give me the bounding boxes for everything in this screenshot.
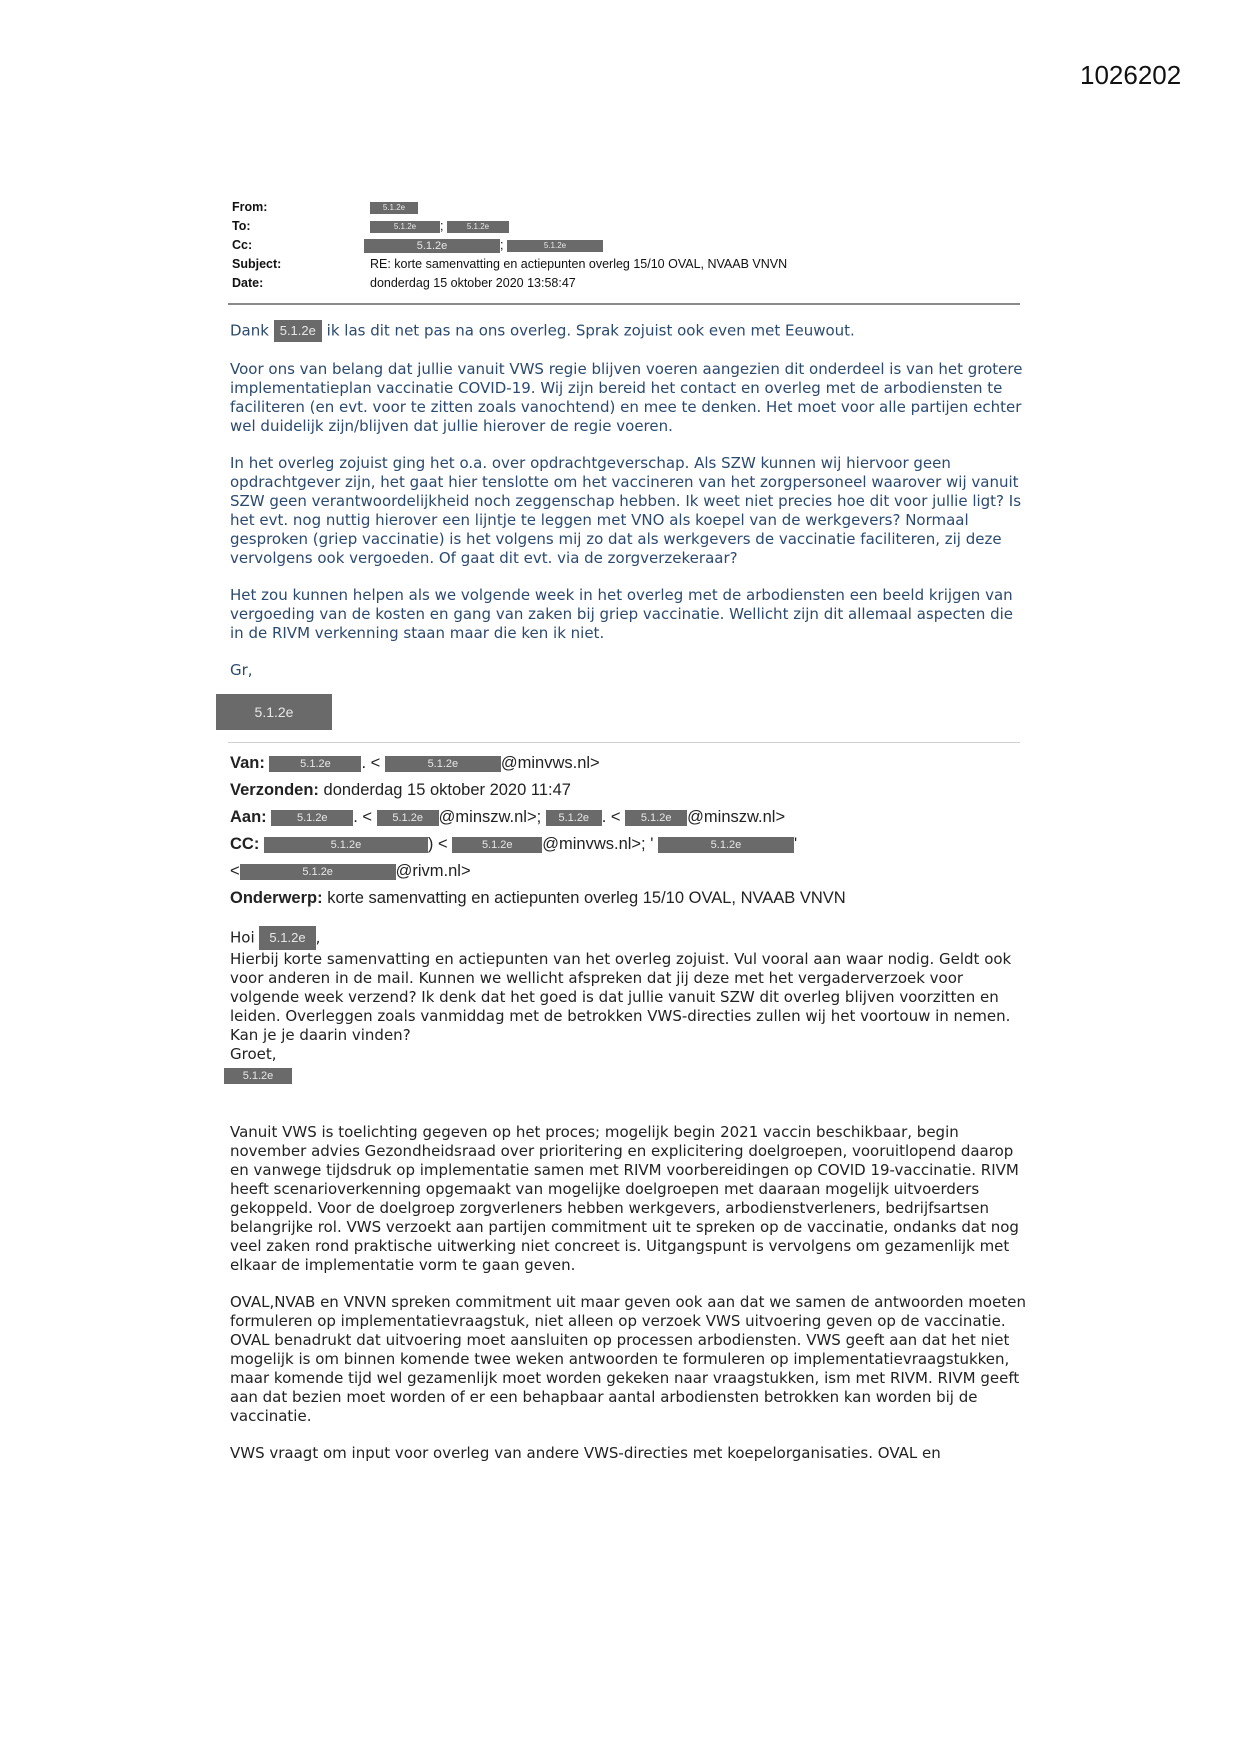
redaction-box: 5.1.2e: [447, 221, 509, 233]
subject-value: RE: korte samenvatting en actiepunten overleg 15/10 OVAL, NVAAB VNVN: [370, 257, 788, 271]
onderwerp-row: [230, 885, 1050, 912]
onderwerp-value: korte samenvatting en actiepunten overleg 15/10 OVAL, NVAAB VNVN: [327, 889, 846, 907]
cc-orig-row: [230, 831, 1050, 858]
van-label: Van:: [230, 754, 265, 772]
document-number: 1026202: [1080, 60, 1182, 90]
summary-paragraph-1: Vanuit VWS is toelichting gegeven op het proces; mogelijk begin 2021 vaccin beschikbaar, begin november advies Gezondheidsraad over prioritering en explicitering doelgroepen, vooruitlopend daarop en vanwege tijdsdruk op implementatie samen met RIVM voorbereidingen op COVID 19-vaccinatie. RIVM heeft scenarioverkenning opgemaakt van mogelijke doelgroepen met daaraan mogelijk uitvoerders gekoppeld. Voor de doelgroep zorgverleners hebben werkgevers, arbodienstverleners, bedrijfsartsen belangrijke rol. VWS verzoekt aan partijen commitment uit te spreken op de vaccinatie, ondanks dat nog veel zaken rond praktische uitwerking niet concreet is. Uitgangspunt is vervolgens om gezamenlijk met elkaar de implementatie vorm te gaan geven.: [230, 1123, 1019, 1274]
date-row: [232, 276, 1022, 295]
cc-row: [232, 238, 1022, 257]
redaction-box: 5.1.2e: [658, 837, 794, 853]
reply-paragraph-3: Het zou kunnen helpen als we volgende week in het overleg met de arbodiensten een beeld krijgen van vergoeding van de kosten en gang van zaken bij griep vaccinatie. Wellicht zijn dit allemaal aspecten die in de RIVM verkenning staan maar die ken ik niet.: [230, 586, 1014, 642]
hoi-line: [230, 926, 1030, 950]
van-separator: . <: [361, 754, 381, 772]
redaction-box: 5.1.2e: [385, 756, 501, 772]
quoted-divider: [228, 742, 1020, 743]
reply-body: [230, 320, 1030, 698]
redaction-box: 5.1.2e: [546, 810, 602, 826]
cc-orig-label: CC:: [230, 835, 260, 853]
redaction-box: 5.1.2e: [271, 810, 353, 826]
reply-greeting: [230, 320, 1030, 342]
date-value: donderdag 15 oktober 2020 13:58:47: [370, 276, 576, 290]
date-label: Date:: [232, 276, 264, 290]
aan-label: Aan:: [230, 808, 267, 826]
cc-orig-row-2: [230, 858, 1050, 885]
greeting-rest: ik las dit net pas na ons overleg. Sprak zojuist ook even met Eeuwout.: [326, 321, 855, 340]
cc-separator: ;: [500, 238, 504, 252]
redaction-box: 5.1.2e: [240, 864, 396, 880]
summary-paragraph-3: VWS vraagt om input voor overleg van andere VWS-directies met koepelorganisaties. OVAL en: [230, 1444, 941, 1462]
verzonden-label: Verzonden:: [230, 781, 319, 799]
to-label: To:: [232, 219, 251, 233]
cc-open: <: [230, 862, 240, 880]
redaction-box: 5.1.2e: [264, 837, 428, 853]
subject-row: [232, 257, 1022, 276]
cc-domain: @minvws.nl>; ': [542, 835, 654, 853]
header-divider: [228, 303, 1020, 305]
aan-domain: @minszw.nl>;: [438, 808, 542, 826]
original-intro: [230, 926, 1030, 1085]
greeting-text: Dank: [230, 321, 269, 340]
redaction-box: 5.1.2e: [269, 756, 361, 772]
from-label: From:: [232, 200, 268, 214]
redaction-box: 5.1.2e: [224, 1068, 292, 1084]
aan-row: [230, 804, 1050, 831]
summary-body: [230, 1123, 1030, 1481]
aan-domain: @minszw.nl>: [687, 808, 786, 826]
hoi-comma: ,: [315, 928, 321, 947]
redaction-box: 5.1.2e: [370, 221, 440, 233]
email-header: [232, 200, 1022, 295]
reply-closing: Gr,: [230, 661, 253, 679]
onderwerp-label: Onderwerp:: [230, 889, 323, 907]
redaction-box: 5.1.2e: [507, 240, 603, 252]
signature-redaction: 5.1.2e: [216, 694, 332, 730]
redaction-box: 5.1.2e: [452, 837, 542, 853]
reply-paragraph-2: In het overleg zojuist ging het o.a. over opdrachtgeverschap. Als SZW kunnen wij hiervoor geen opdrachtgever zijn, het gaat hier tenslotte om het vaccineren van het zorgpersoneel waarover wij vanuit SZW geen verantwoordelijkheid noch zeggenschap hebben. Ik weet niet precies hoe dit voor jullie ligt? Is het evt. nog nuttig hierover een lijntje te leggen met VNO als koepel van de werkgevers? Normaal gesproken (griep vaccinatie) is het volgens mij zo dat als werkgevers de vaccinatie faciliteren, zij deze vervolgens ook vergoeden. Of gaat dit evt. via de zorgverzekeraar?: [230, 454, 1022, 567]
redaction-box: 5.1.2e: [625, 810, 687, 826]
subject-label: Subject:: [232, 257, 282, 271]
groet-signature: [224, 1066, 1030, 1085]
reply-paragraph-1: Voor ons van belang dat jullie vanuit VWS regie blijven voeren aangezien dit onderdeel is van het grotere implementatieplan vaccinatie COVID-19. Wij zijn bereid het contact en overleg met de arbodiensten te faciliteren (en evt. voor te zitten zoals vanochtend) en mee te denken. Het moet voor alle partijen echter wel duidelijk zijn/blijven dat jullie hierover de regie voeren.: [230, 360, 1023, 435]
aan-separator: . <: [353, 808, 373, 826]
groet-text: Groet,: [230, 1045, 277, 1063]
cc-tick: ': [793, 835, 798, 853]
redaction-box: 5.1.2e: [377, 810, 439, 826]
original-header: [230, 750, 1050, 912]
summary-paragraph-2: OVAL,NVAB en VNVN spreken commitment uit maar geven ook aan dat we samen de antwoorden moeten formuleren op implementatievraagstuk, niet alleen op verzoek VWS uitvoering geven op de vaccinatie. OVAL benadrukt dat uitvoering moet aansluiten op processen arbodiensten. VWS geeft aan dat het niet mogelijk is om binnen komende twee weken antwoorden te formuleren op implementatievraagstukken, maar komende tijd wel gezamenlijk moet worden gekeken naar vraagstukken, ism met RIVM. RIVM geeft aan dat bezien moet worden of er een behapbaar aantal arbodiensten betrokken kan worden bij de vaccinatie.: [230, 1293, 1026, 1425]
hoi-text: Hoi: [230, 928, 255, 947]
verzonden-row: [230, 777, 1050, 804]
aan-separator: . <: [601, 808, 621, 826]
cc-label: Cc:: [232, 238, 253, 252]
redaction-box: 5.1.2e: [364, 239, 500, 253]
redaction-box: 5.1.2e: [274, 320, 322, 342]
cc-domain: @rivm.nl>: [395, 862, 471, 880]
redaction-box: 5.1.2e: [370, 202, 418, 214]
cc-separator: ) <: [427, 835, 448, 853]
intro-paragraph: Hierbij korte samenvatting en actiepunten van het overleg zojuist. Vul vooral aan waar nodig. Geldt ook voor anderen in de mail. Kunnen we wellicht afspreken dat jij deze met het vergaderverzoek voor volgende week verzend? Ik denk dat het goed is dat jullie vanuit SZW dit overleg blijven voorzitten en leiden. Overleggen zoals vanmiddag met de betrokken VWS-directies zullen wij het voortouw in nemen. Kan je je daarin vinden?: [230, 950, 1012, 1044]
redaction-box: 5.1.2e: [259, 926, 315, 950]
van-domain: @minvws.nl>: [500, 754, 600, 772]
from-row: [232, 200, 1022, 219]
verzonden-value: donderdag 15 oktober 2020 11:47: [323, 781, 571, 799]
to-row: [232, 219, 1022, 238]
to-separator: ;: [440, 219, 444, 233]
van-row: [230, 750, 1050, 777]
